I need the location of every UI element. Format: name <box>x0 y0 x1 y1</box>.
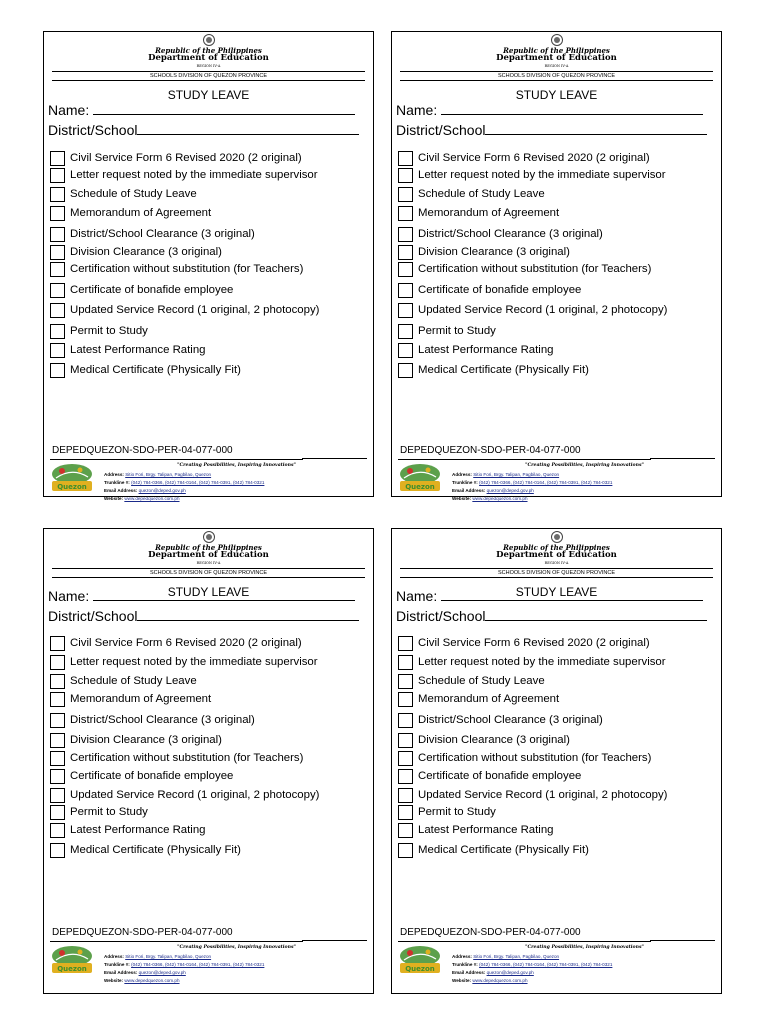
contact-value[interactable]: www.depedquezon.com.ph <box>472 496 528 501</box>
name-field <box>396 588 703 604</box>
requirement-label: Memorandum of Agreement <box>418 207 560 219</box>
requirement-checkbox[interactable] <box>50 843 65 858</box>
region-heading: REGION IV-A <box>196 561 221 565</box>
address-line <box>452 471 559 479</box>
name-input-line[interactable] <box>93 102 355 115</box>
requirement-checkbox[interactable] <box>50 343 65 358</box>
requirement-checkbox[interactable] <box>50 151 65 166</box>
requirement-label: Certification without substitution (for Teachers) <box>70 263 304 275</box>
form-title: STUDY LEAVE <box>167 585 250 599</box>
requirement-checkbox[interactable] <box>50 262 65 277</box>
footer-divider <box>50 459 303 460</box>
requirement-label: Certificate of bonafide employee <box>418 284 582 296</box>
deped-quezon-logo-icon <box>398 463 442 493</box>
website-line <box>452 495 528 503</box>
deped-quezon-logo-icon <box>50 945 94 975</box>
email-line <box>104 487 186 495</box>
form-code: DEPEDQUEZON-SDO-PER-04-077-000 <box>400 445 581 456</box>
requirement-checkbox[interactable] <box>398 303 413 318</box>
contact-label: Trunkline #: <box>452 480 478 485</box>
name-field <box>396 102 703 118</box>
requirement-label: Memorandum of Agreement <box>70 207 212 219</box>
contact-value: Sitio Fori, Brgy. Talipan, Pagbilao, Quezon <box>125 472 212 477</box>
email-line <box>104 969 186 977</box>
requirement-checkbox[interactable] <box>398 788 413 803</box>
form-title: STUDY LEAVE <box>167 88 250 102</box>
department-heading: Department of Education <box>496 550 617 560</box>
study-leave-card <box>391 528 722 994</box>
division-heading: SCHOOLS DIVISION OF QUEZON PROVINCE <box>497 73 616 79</box>
requirement-checkbox[interactable] <box>50 245 65 260</box>
division-motto: "Creating Possibilities, Inspiring Innovations" <box>177 463 296 468</box>
deped-quezon-logo-icon <box>50 463 94 493</box>
header-divider <box>400 568 713 569</box>
requirement-checkbox[interactable] <box>50 206 65 221</box>
requirement-checkbox[interactable] <box>50 788 65 803</box>
contact-label: Address: <box>104 472 124 477</box>
header-divider <box>52 577 365 578</box>
contact-value[interactable]: quezon@deped.gov.ph <box>138 970 186 975</box>
deped-seal-icon <box>551 34 563 46</box>
requirement-label: Medical Certificate (Physically Fit) <box>418 364 589 376</box>
contact-label: Website: <box>452 496 472 501</box>
trunkline-line <box>104 479 264 487</box>
trunkline-line <box>452 961 612 969</box>
header-divider <box>52 80 365 81</box>
department-heading: Department of Education <box>148 550 269 560</box>
district-school-input-line[interactable] <box>485 608 707 621</box>
requirement-label: Letter request noted by the immediate supervisor <box>70 169 318 181</box>
department-heading: Department of Education <box>496 53 617 63</box>
requirement-label: Latest Performance Rating <box>70 824 206 836</box>
requirement-checkbox[interactable] <box>398 245 413 260</box>
requirement-label: Permit to Study <box>70 806 148 818</box>
requirement-checkbox[interactable] <box>50 636 65 651</box>
requirement-label: District/School Clearance (3 original) <box>418 228 603 240</box>
district-school-label: District/School <box>48 608 138 624</box>
requirement-checkbox[interactable] <box>398 262 413 277</box>
contact-value: (042) 784-0366, (042) 784-0164, (042) 784-0391, (042) 784-0321 <box>479 480 613 485</box>
requirement-checkbox[interactable] <box>50 363 65 378</box>
requirement-checkbox[interactable] <box>398 283 413 298</box>
requirement-checkbox[interactable] <box>398 227 413 242</box>
contact-label: Trunkline #: <box>452 962 478 967</box>
division-heading: SCHOOLS DIVISION OF QUEZON PROVINCE <box>149 73 268 79</box>
requirement-label: Updated Service Record (1 original, 2 photocopy) <box>418 304 668 316</box>
form-code: DEPEDQUEZON-SDO-PER-04-077-000 <box>52 927 233 938</box>
requirement-checkbox[interactable] <box>398 636 413 651</box>
requirement-label: Updated Service Record (1 original, 2 photocopy) <box>70 304 320 316</box>
requirement-checkbox[interactable] <box>50 823 65 838</box>
department-heading: Department of Education <box>148 53 269 63</box>
deped-seal-icon <box>551 531 563 543</box>
contact-value[interactable]: quezon@deped.gov.ph <box>486 488 534 493</box>
requirement-label: Schedule of Study Leave <box>70 675 197 687</box>
deped-seal-icon <box>203 531 215 543</box>
address-line <box>452 953 559 961</box>
contact-value: Sitio Fori, Brgy. Talipan, Pagbilao, Quezon <box>473 472 560 477</box>
district-school-input-line[interactable] <box>485 122 707 135</box>
region-heading: REGION IV-A <box>544 561 569 565</box>
region-heading: REGION IV-A <box>544 64 569 68</box>
requirement-label: Certification without substitution (for Teachers) <box>70 752 304 764</box>
district-school-field <box>48 608 359 624</box>
form-code: DEPEDQUEZON-SDO-PER-04-077-000 <box>400 927 581 938</box>
requirement-checkbox[interactable] <box>50 713 65 728</box>
requirement-checkbox[interactable] <box>50 187 65 202</box>
requirement-checkbox[interactable] <box>398 805 413 820</box>
header-divider <box>400 71 713 72</box>
header-divider <box>52 71 365 72</box>
requirement-label: Division Clearance (3 original) <box>418 246 570 258</box>
contact-label: Trunkline #: <box>104 962 130 967</box>
requirement-label: Letter request noted by the immediate supervisor <box>418 656 666 668</box>
requirement-checkbox[interactable] <box>50 168 65 183</box>
contact-value[interactable]: www.depedquezon.com.ph <box>124 978 180 983</box>
district-school-label: District/School <box>396 608 486 624</box>
header-divider <box>52 568 365 569</box>
requirement-checkbox[interactable] <box>50 805 65 820</box>
requirement-checkbox[interactable] <box>398 324 413 339</box>
contact-value[interactable]: quezon@deped.gov.ph <box>486 970 534 975</box>
requirement-label: Certificate of bonafide employee <box>70 284 234 296</box>
website-line <box>452 977 528 985</box>
division-motto: "Creating Possibilities, Inspiring Innovations" <box>525 463 644 468</box>
svg-text:Quezon: Quezon <box>405 483 435 491</box>
code-underline <box>302 458 367 459</box>
requirement-label: District/School Clearance (3 original) <box>418 714 603 726</box>
republic-heading: Republic of the Philippines <box>155 543 262 552</box>
contact-label: Address: <box>452 472 472 477</box>
requirement-label: Permit to Study <box>418 325 496 337</box>
deped-seal-icon <box>203 34 215 46</box>
name-label: Name: <box>48 588 90 604</box>
study-leave-card <box>43 528 374 994</box>
requirement-checkbox[interactable] <box>398 151 413 166</box>
requirement-label: Certification without substitution (for Teachers) <box>418 752 652 764</box>
district-school-label: District/School <box>48 122 138 138</box>
name-label: Name: <box>48 102 90 118</box>
contact-label: Address: <box>452 954 472 959</box>
requirement-label: Schedule of Study Leave <box>70 188 197 200</box>
requirement-label: Latest Performance Rating <box>418 824 554 836</box>
study-leave-card <box>391 31 722 501</box>
requirement-label: Certification without substitution (for Teachers) <box>418 263 652 275</box>
contact-label: Email Address: <box>452 488 486 493</box>
contact-label: Website: <box>104 978 124 983</box>
contact-value[interactable]: www.depedquezon.com.ph <box>472 978 528 983</box>
requirement-checkbox[interactable] <box>398 168 413 183</box>
division-motto: "Creating Possibilities, Inspiring Innovations" <box>177 945 296 950</box>
header-divider <box>400 80 713 81</box>
name-field <box>48 588 355 604</box>
requirement-label: Civil Service Form 6 Revised 2020 (2 original) <box>70 637 302 649</box>
contact-label: Email Address: <box>452 970 486 975</box>
requirement-checkbox[interactable] <box>398 692 413 707</box>
website-line <box>104 495 180 503</box>
contact-value: (042) 784-0366, (042) 784-0164, (042) 784-0391, (042) 784-0321 <box>131 962 265 967</box>
contact-label: Email Address: <box>104 488 138 493</box>
requirement-label: Schedule of Study Leave <box>418 675 545 687</box>
requirement-label: Permit to Study <box>70 325 148 337</box>
requirement-checkbox[interactable] <box>50 692 65 707</box>
footer-divider <box>398 459 651 460</box>
requirement-checkbox[interactable] <box>398 363 413 378</box>
name-label: Name: <box>396 102 438 118</box>
code-underline <box>650 940 715 941</box>
contact-value: Sitio Fori, Brgy. Talipan, Pagbilao, Quezon <box>473 954 560 959</box>
svg-text:Quezon: Quezon <box>57 483 87 491</box>
trunkline-line <box>104 961 264 969</box>
contact-value: (042) 784-0366, (042) 784-0164, (042) 784-0391, (042) 784-0321 <box>479 962 613 967</box>
contact-value: (042) 784-0366, (042) 784-0164, (042) 784-0391, (042) 784-0321 <box>131 480 265 485</box>
contact-label: Trunkline #: <box>104 480 130 485</box>
requirement-label: Civil Service Form 6 Revised 2020 (2 original) <box>70 152 302 164</box>
requirement-checkbox[interactable] <box>50 751 65 766</box>
contact-value: Sitio Fori, Brgy. Talipan, Pagbilao, Quezon <box>125 954 212 959</box>
study-leave-card <box>43 31 374 501</box>
code-underline <box>302 940 367 941</box>
code-underline <box>650 458 715 459</box>
requirement-label: District/School Clearance (3 original) <box>70 228 255 240</box>
requirement-checkbox[interactable] <box>50 655 65 670</box>
requirement-checkbox[interactable] <box>50 324 65 339</box>
division-heading: SCHOOLS DIVISION OF QUEZON PROVINCE <box>497 570 616 576</box>
requirement-label: Medical Certificate (Physically Fit) <box>70 844 241 856</box>
requirement-checkbox[interactable] <box>50 283 65 298</box>
requirement-label: Latest Performance Rating <box>418 344 554 356</box>
form-title: STUDY LEAVE <box>515 88 598 102</box>
svg-text:Quezon: Quezon <box>405 965 435 973</box>
requirement-label: Permit to Study <box>418 806 496 818</box>
requirement-checkbox[interactable] <box>50 227 65 242</box>
requirement-label: Updated Service Record (1 original, 2 photocopy) <box>418 789 668 801</box>
contact-label: Email Address: <box>104 970 138 975</box>
footer-divider <box>50 941 303 942</box>
email-line <box>452 969 534 977</box>
requirement-label: Medical Certificate (Physically Fit) <box>70 364 241 376</box>
requirement-label: Certificate of bonafide employee <box>70 770 234 782</box>
requirement-checkbox[interactable] <box>398 713 413 728</box>
requirement-label: Letter request noted by the immediate supervisor <box>70 656 318 668</box>
requirement-label: Memorandum of Agreement <box>418 693 560 705</box>
requirement-checkbox[interactable] <box>50 733 65 748</box>
form-code: DEPEDQUEZON-SDO-PER-04-077-000 <box>52 445 233 456</box>
requirement-label: Medical Certificate (Physically Fit) <box>418 844 589 856</box>
requirement-checkbox[interactable] <box>398 843 413 858</box>
division-motto: "Creating Possibilities, Inspiring Innovations" <box>525 945 644 950</box>
requirement-checkbox[interactable] <box>398 343 413 358</box>
form-title: STUDY LEAVE <box>515 585 598 599</box>
republic-heading: Republic of the Philippines <box>503 46 610 55</box>
requirement-checkbox[interactable] <box>398 187 413 202</box>
requirement-label: Division Clearance (3 original) <box>70 246 222 258</box>
requirement-label: Division Clearance (3 original) <box>70 734 222 746</box>
requirement-checkbox[interactable] <box>398 733 413 748</box>
name-label: Name: <box>396 588 438 604</box>
contact-label: Website: <box>452 978 472 983</box>
requirement-label: Civil Service Form 6 Revised 2020 (2 original) <box>418 637 650 649</box>
requirement-label: Letter request noted by the immediate supervisor <box>418 169 666 181</box>
requirement-label: Civil Service Form 6 Revised 2020 (2 original) <box>418 152 650 164</box>
district-school-field <box>48 122 359 138</box>
region-heading: REGION IV-A <box>196 64 221 68</box>
republic-heading: Republic of the Philippines <box>155 46 262 55</box>
email-line <box>452 487 534 495</box>
address-line <box>104 471 211 479</box>
header-divider <box>400 577 713 578</box>
requirement-label: Updated Service Record (1 original, 2 photocopy) <box>70 789 320 801</box>
contact-value[interactable]: quezon@deped.gov.ph <box>138 488 186 493</box>
requirement-checkbox[interactable] <box>50 769 65 784</box>
name-field <box>48 102 355 118</box>
requirement-checkbox[interactable] <box>398 823 413 838</box>
district-school-input-line[interactable] <box>137 608 359 621</box>
contact-label: Website: <box>104 496 124 501</box>
requirement-checkbox[interactable] <box>398 674 413 689</box>
requirement-checkbox[interactable] <box>50 674 65 689</box>
website-line <box>104 977 180 985</box>
requirement-checkbox[interactable] <box>398 769 413 784</box>
requirement-label: District/School Clearance (3 original) <box>70 714 255 726</box>
republic-heading: Republic of the Philippines <box>503 543 610 552</box>
requirement-label: Schedule of Study Leave <box>418 188 545 200</box>
requirement-checkbox[interactable] <box>50 303 65 318</box>
contact-label: Address: <box>104 954 124 959</box>
requirement-label: Memorandum of Agreement <box>70 693 212 705</box>
contact-value[interactable]: www.depedquezon.com.ph <box>124 496 180 501</box>
division-heading: SCHOOLS DIVISION OF QUEZON PROVINCE <box>149 570 268 576</box>
requirement-label: Division Clearance (3 original) <box>418 734 570 746</box>
address-line <box>104 953 211 961</box>
trunkline-line <box>452 479 612 487</box>
district-school-input-line[interactable] <box>137 122 359 135</box>
requirement-checkbox[interactable] <box>398 751 413 766</box>
svg-text:Quezon: Quezon <box>57 965 87 973</box>
requirement-label: Certificate of bonafide employee <box>418 770 582 782</box>
requirement-checkbox[interactable] <box>398 206 413 221</box>
requirement-checkbox[interactable] <box>398 655 413 670</box>
deped-quezon-logo-icon <box>398 945 442 975</box>
name-input-line[interactable] <box>93 588 355 601</box>
district-school-field <box>396 608 707 624</box>
requirement-label: Latest Performance Rating <box>70 344 206 356</box>
district-school-field <box>396 122 707 138</box>
name-input-line[interactable] <box>441 102 703 115</box>
name-input-line[interactable] <box>441 588 703 601</box>
district-school-label: District/School <box>396 122 486 138</box>
footer-divider <box>398 941 651 942</box>
